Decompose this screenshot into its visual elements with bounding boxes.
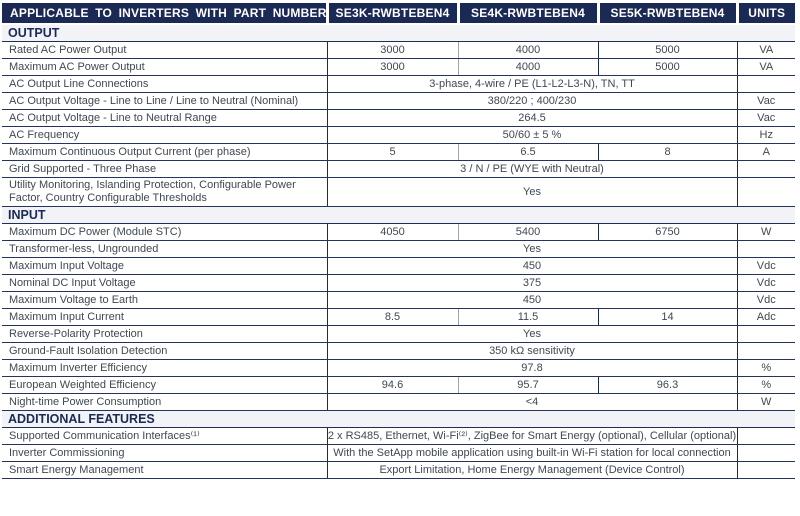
spec-row-ac-output-voltage-line-to-line-line-to-n	[2, 93, 795, 110]
spec-row-grid-supported-three-phase	[2, 161, 795, 178]
value-all-models: 3 / N / PE (WYE with Neutral)	[327, 161, 737, 178]
row-units: A	[737, 144, 795, 161]
row-units: Vdc	[737, 258, 795, 275]
value-se3k-rwbteben4: 5	[327, 144, 458, 161]
spec-row-ac-output-voltage-line-to-neutral-range	[2, 110, 795, 127]
row-label: Utility Monitoring, Islanding Protection, Configurable Power Factor, Country Configurable Thresholds	[2, 178, 327, 207]
row-label: Maximum Inverter Efficiency	[2, 360, 327, 377]
row-label: AC Output Voltage - Line to Line / Line to Neutral (Nominal)	[2, 93, 327, 110]
row-label: Ground-Fault Isolation Detection	[2, 343, 327, 360]
section-title: INPUT	[2, 207, 795, 224]
header-model-se5k: SE5K-RWBTEBEN4	[598, 3, 737, 24]
spec-row-inverter-commissioning	[2, 445, 795, 462]
row-label: Rated AC Power Output	[2, 42, 327, 59]
table-header-row	[2, 3, 795, 24]
section-title: OUTPUT	[2, 24, 795, 42]
value-se5k-rwbteben4: 8	[598, 144, 737, 161]
row-label: Night-time Power Consumption	[2, 394, 327, 411]
value-all-models: With the SetApp mobile application using built-in Wi-Fi station for local connection	[327, 445, 737, 462]
value-all-models: 3-phase, 4-wire / PE (L1-L2-L3-N), TN, TT	[327, 76, 737, 93]
value-all-models: Export Limitation, Home Energy Management (Device Control)	[327, 462, 737, 479]
row-label: Maximum Continuous Output Current (per phase)	[2, 144, 327, 161]
row-label: AC Frequency	[2, 127, 327, 144]
value-all-models: 2 x RS485, Ethernet, Wi-Fi⁽²⁾, ZigBee for Smart Energy (optional), Cellular (optional)	[327, 428, 737, 445]
row-units: Vac	[737, 110, 795, 127]
row-units	[737, 326, 795, 343]
value-all-models: 50/60 ± 5 %	[327, 127, 737, 144]
spec-row-maximum-input-current	[2, 309, 795, 326]
section-row-output	[2, 24, 795, 42]
value-se5k-rwbteben4: 96.3	[598, 377, 737, 394]
row-units: Vac	[737, 93, 795, 110]
value-se3k-rwbteben4: 8.5	[327, 309, 458, 326]
row-units: Hz	[737, 127, 795, 144]
value-se5k-rwbteben4: 5000	[598, 59, 737, 76]
header-model-se4k: SE4K-RWBTEBEN4	[458, 3, 598, 24]
value-all-models: 375	[327, 275, 737, 292]
spec-row-rated-ac-power-output	[2, 42, 795, 59]
spec-row-reverse-polarity-protection	[2, 326, 795, 343]
value-se3k-rwbteben4: 3000	[327, 59, 458, 76]
value-all-models: Yes	[327, 178, 737, 207]
header-units: UNITS	[737, 3, 795, 24]
row-label: Maximum AC Power Output	[2, 59, 327, 76]
spec-table-body	[2, 24, 795, 479]
section-row-additional-features	[2, 411, 795, 428]
value-all-models: <4	[327, 394, 737, 411]
row-label: Smart Energy Management	[2, 462, 327, 479]
row-units	[737, 178, 795, 207]
row-label: European Weighted Efficiency	[2, 377, 327, 394]
row-label: Transformer-less, Ungrounded	[2, 241, 327, 258]
header-model-se3k: SE3K-RWBTEBEN4	[327, 3, 458, 24]
spec-row-maximum-inverter-efficiency	[2, 360, 795, 377]
inverter-spec-table	[2, 3, 795, 479]
spec-row-night-time-power-consumption	[2, 394, 795, 411]
row-label: Maximum DC Power (Module STC)	[2, 224, 327, 241]
spec-row-maximum-input-voltage	[2, 258, 795, 275]
spec-row-maximum-ac-power-output	[2, 59, 795, 76]
row-units	[737, 241, 795, 258]
spec-row-smart-energy-management	[2, 462, 795, 479]
row-label: Supported Communication Interfaces⁽¹⁾	[2, 428, 327, 445]
row-units: Adc	[737, 309, 795, 326]
value-se3k-rwbteben4: 3000	[327, 42, 458, 59]
row-units: %	[737, 360, 795, 377]
row-label: Reverse-Polarity Protection	[2, 326, 327, 343]
row-units	[737, 428, 795, 445]
row-units	[737, 161, 795, 178]
row-units: Vdc	[737, 292, 795, 309]
spec-row-maximum-continuous-output-current-per-ph	[2, 144, 795, 161]
spec-row-maximum-voltage-to-earth	[2, 292, 795, 309]
row-units: VA	[737, 42, 795, 59]
value-se4k-rwbteben4: 4000	[458, 59, 598, 76]
row-units: W	[737, 224, 795, 241]
row-label: AC Output Line Connections	[2, 76, 327, 93]
value-all-models: 450	[327, 292, 737, 309]
row-label: Nominal DC Input Voltage	[2, 275, 327, 292]
value-all-models: 97.8	[327, 360, 737, 377]
value-se5k-rwbteben4: 5000	[598, 42, 737, 59]
value-all-models: 264.5	[327, 110, 737, 127]
value-se5k-rwbteben4: 14	[598, 309, 737, 326]
spec-row-utility-monitoring-islanding-protection-	[2, 178, 795, 207]
value-se4k-rwbteben4: 95.7	[458, 377, 598, 394]
row-label: Maximum Input Voltage	[2, 258, 327, 275]
row-label: Inverter Commissioning	[2, 445, 327, 462]
value-all-models: 450	[327, 258, 737, 275]
row-units	[737, 76, 795, 93]
row-units: Vdc	[737, 275, 795, 292]
value-se4k-rwbteben4: 5400	[458, 224, 598, 241]
spec-row-european-weighted-efficiency	[2, 377, 795, 394]
spec-row-ground-fault-isolation-detection	[2, 343, 795, 360]
value-se3k-rwbteben4: 4050	[327, 224, 458, 241]
row-units: %	[737, 377, 795, 394]
spec-row-transformer-less-ungrounded	[2, 241, 795, 258]
section-title: ADDITIONAL FEATURES	[2, 411, 795, 428]
value-se5k-rwbteben4: 6750	[598, 224, 737, 241]
header-part-number-label: APPLICABLE TO INVERTERS WITH PART NUMBER	[2, 3, 327, 24]
spec-row-maximum-dc-power-module-stc	[2, 224, 795, 241]
spec-row-ac-frequency	[2, 127, 795, 144]
row-label: Maximum Voltage to Earth	[2, 292, 327, 309]
row-units: W	[737, 394, 795, 411]
row-units: VA	[737, 59, 795, 76]
value-all-models: Yes	[327, 241, 737, 258]
value-all-models: 380/220 ; 400/230	[327, 93, 737, 110]
row-label: Grid Supported - Three Phase	[2, 161, 327, 178]
row-units	[737, 445, 795, 462]
value-all-models: Yes	[327, 326, 737, 343]
row-label: AC Output Voltage - Line to Neutral Range	[2, 110, 327, 127]
value-se4k-rwbteben4: 4000	[458, 42, 598, 59]
value-all-models: 350 kΩ sensitivity	[327, 343, 737, 360]
spec-row-supported-communication-interfaces	[2, 428, 795, 445]
row-label: Maximum Input Current	[2, 309, 327, 326]
spec-row-ac-output-line-connections	[2, 76, 795, 93]
row-units	[737, 462, 795, 479]
spec-row-nominal-dc-input-voltage	[2, 275, 795, 292]
value-se3k-rwbteben4: 94.6	[327, 377, 458, 394]
value-se4k-rwbteben4: 11.5	[458, 309, 598, 326]
section-row-input	[2, 207, 795, 224]
value-se4k-rwbteben4: 6.5	[458, 144, 598, 161]
row-units	[737, 343, 795, 360]
